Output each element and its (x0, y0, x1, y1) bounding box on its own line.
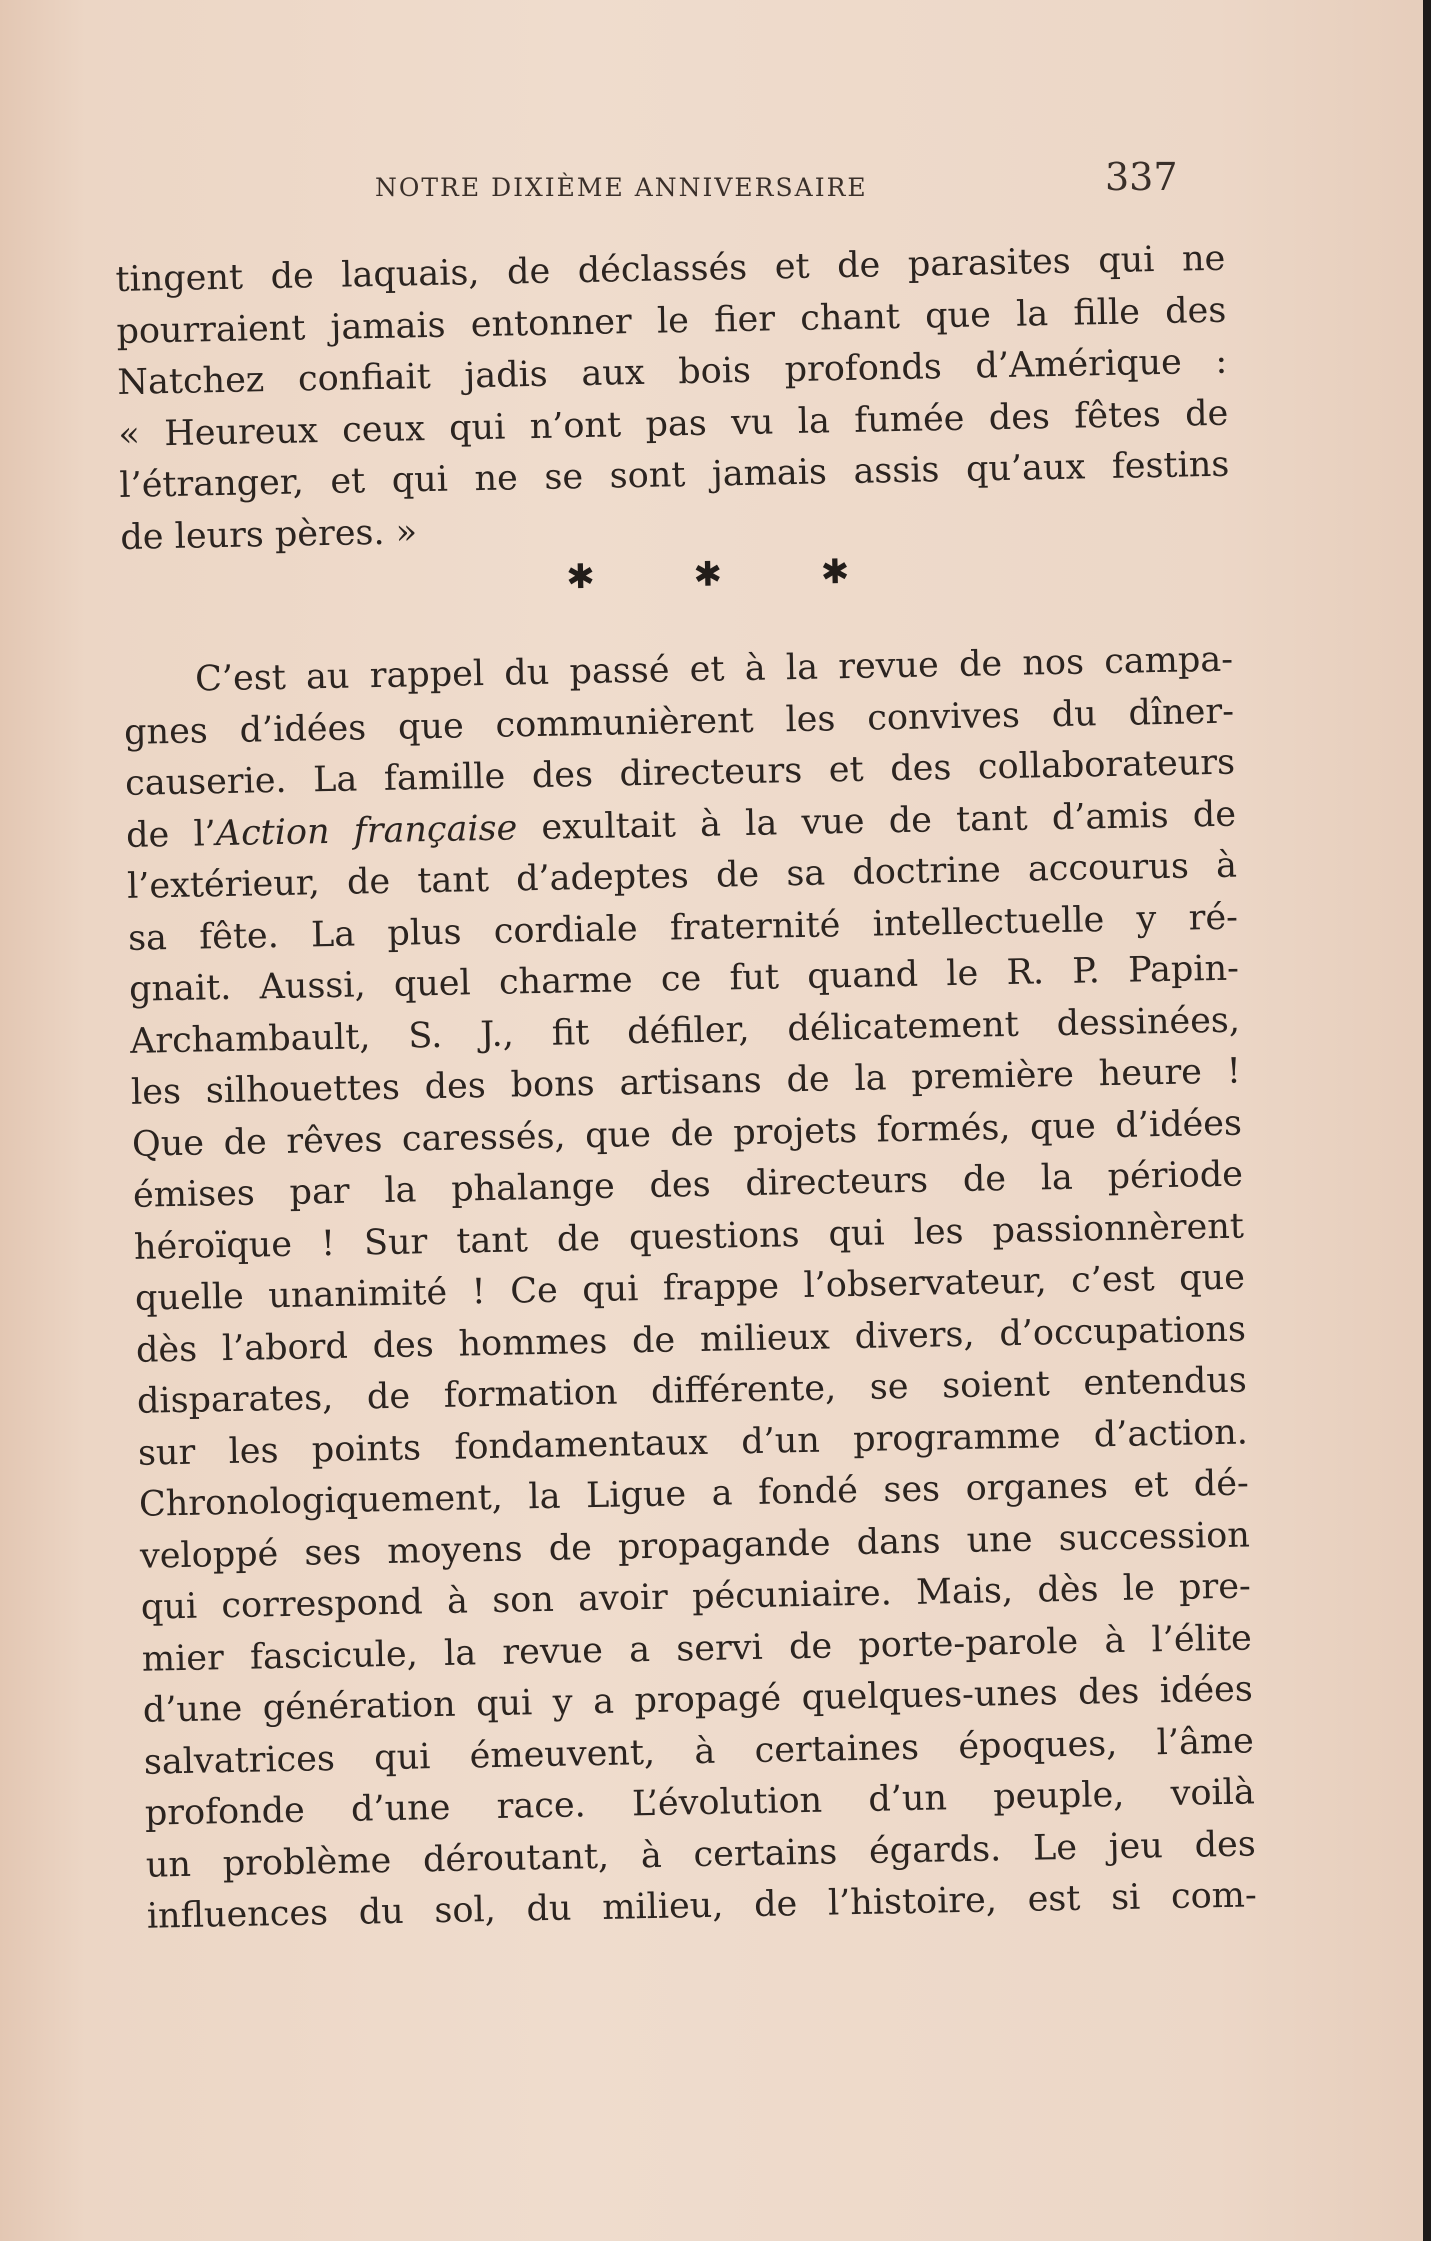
italic-title: Action française (215, 807, 518, 854)
text-line: les silhouettes des bons artisans de la première heure ! (130, 1051, 1242, 1113)
text-line: d’une génération qui y a propagé quelques-unes des idées (142, 1669, 1254, 1731)
text-span: de l’ (125, 813, 217, 856)
text-line: gnait. Aussi, quel charme ce fut quand le R. P. Papin- (128, 948, 1240, 1010)
text-line: de leurs pères. » (120, 511, 418, 558)
text-line: héroïque ! Sur tant de questions qui les passionnèrent (133, 1206, 1245, 1268)
text-line: Natchez confiait jadis aux bois profonds d’Amérique : (117, 341, 1228, 403)
text-line: pourraient jamais entonner le fier chant que la fille des (116, 290, 1227, 352)
page-number: 337 (1105, 155, 1178, 199)
page-edge-shadow (1423, 0, 1431, 2241)
page-header (375, 155, 1178, 215)
text-span: exultait à la vue de tant d’amis de (516, 794, 1237, 848)
text-line: émises par la phalange des directeurs de la période (132, 1154, 1244, 1216)
text-line: Archambault, S. J., fit défiler, délicatement dessinées, (129, 1000, 1241, 1062)
text-line: l’extérieur, de tant d’adeptes de sa doctrine accourus à (126, 845, 1238, 907)
text-line: Chronologiquement, la Ligue a fondé ses organes et dé- (138, 1463, 1250, 1525)
text-line: sur les points fondamentaux d’un programme d’action. (137, 1411, 1249, 1474)
text-line: sa fête. La plus cordiale fraternité intellectuelle y ré- (127, 897, 1239, 959)
text-line: profonde d’une race. L’évolution d’un peuple, voilà (144, 1772, 1256, 1834)
text-line: tingent de laquais, de déclassés et de parasites qui ne (115, 238, 1226, 300)
running-title: NOTRE DIXIÈME ANNIVERSAIRE (375, 173, 868, 202)
text-line: dès l’abord des hommes de milieux divers, d’occupations (135, 1308, 1247, 1371)
text-line: salvatrices qui émeuvent, à certaines époques, l’âme (143, 1720, 1255, 1783)
text-line: un problème déroutant, à certains égards. Le jeu des (145, 1823, 1257, 1886)
text-line: « Heureux ceux qui n’ont pas vu la fumée des fêtes de (118, 393, 1229, 455)
text-line: influences du sol, du milieu, de l’histoire, est si com- (146, 1875, 1258, 1937)
text-line: veloppé ses moyens de propagande dans une succession (139, 1514, 1251, 1577)
text-line: causerie. La famille des directeurs et des collaborateurs (124, 742, 1236, 804)
text-line: qui correspond à son avoir pécuniaire. Mais, dès le pre- (140, 1566, 1252, 1628)
text-line: gnes d’idées que communièrent les convives du dîner- (123, 691, 1235, 753)
page-body (115, 234, 1257, 1943)
text-line: quelle unanimité ! Ce qui frappe l’observateur, c’est que (134, 1257, 1246, 1319)
text-line: Que de rêves caressés, que de projets formés, que d’idées (131, 1103, 1243, 1165)
asterism: ✱ ✱ ✱ (565, 551, 894, 598)
text-line: disparates, de formation différente, se soient entendus (136, 1360, 1248, 1422)
text-line: C’est au rappel du passé et à la revue de nos campa- (194, 639, 1234, 700)
text-line: mier fascicule, la revue a servi de porte-parole à l’élite (141, 1617, 1253, 1680)
text-line: l’étranger, et qui ne se sont jamais assis qu’aux festins (119, 444, 1230, 506)
